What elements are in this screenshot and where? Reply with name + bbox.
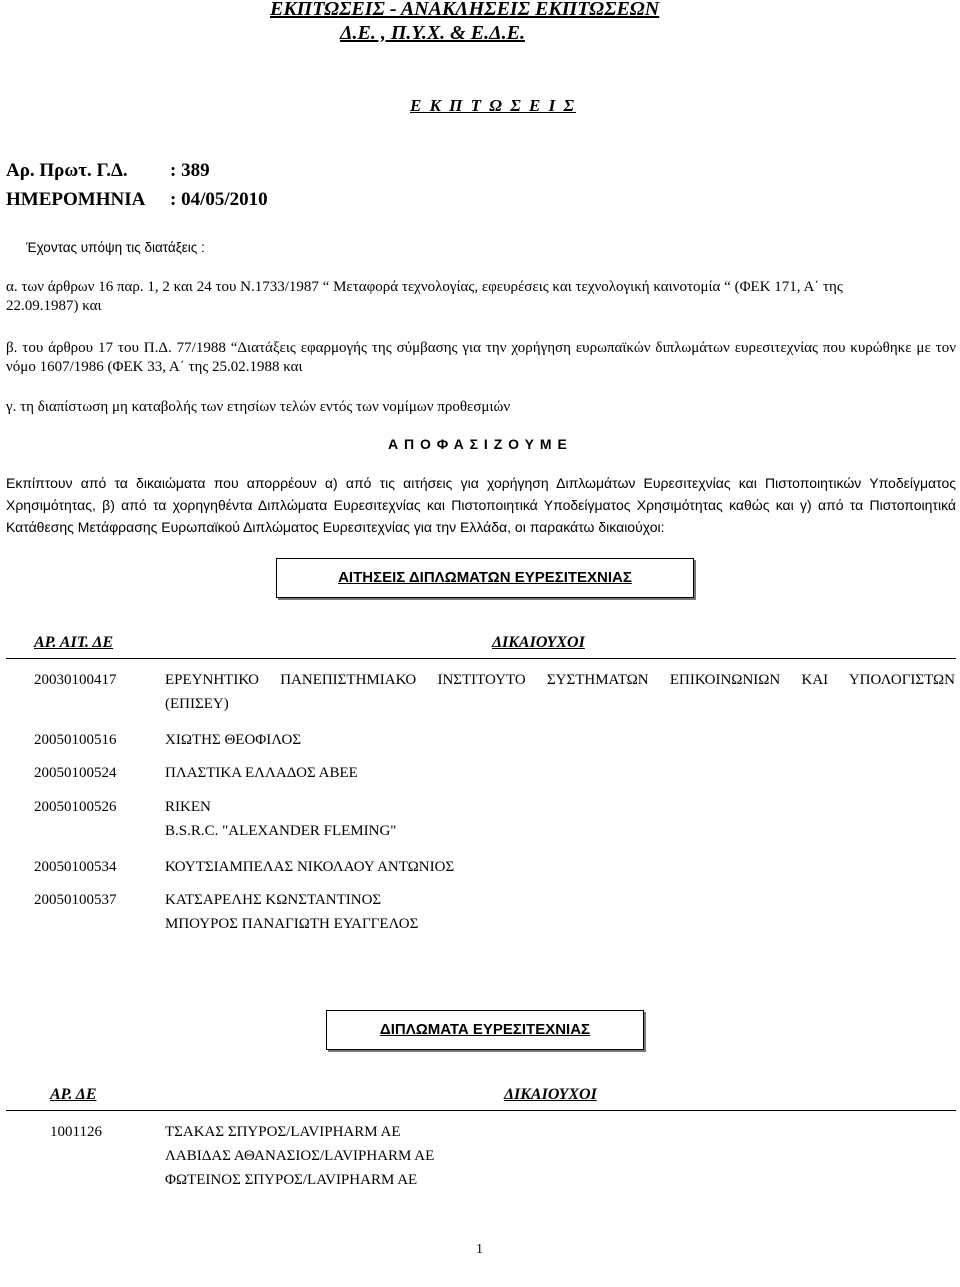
consideration-a-line2: 22.09.1987) και	[6, 298, 102, 314]
consideration-b: β. του άρθρου 17 του Π.Δ. 77/1988 “Διατάξεις εφαρμογής της σύμβασης για την χορήγηση ευρωπαϊκών διπλωμάτων ευρεσιτεχνίας που κυρώθηκε με τον νόμο 1607/1986 (ΦΕΚ 33, Α΄ της 25.02.1988 και	[6, 340, 956, 375]
table-row-holder: ΚΟΥΤΣΙΑΜΠΕΛΑΣ ΝΙΚΟΛΑΟΥ ΑΝΤΩΝΙΟΣ	[165, 859, 455, 875]
table-row-holder: ΤΣΑΚΑΣ ΣΠΥΡΟΣ/LAVIPHARM AE	[165, 1124, 401, 1140]
table-row-number: 1001126	[50, 1124, 102, 1140]
table-row-holder: RIKEN	[165, 799, 211, 815]
table-row-holder-line2: ΜΠΟΥΡΟΣ ΠΑΝΑΓΙΩΤΗ ΕΥΑΓΓΕΛΟΣ	[165, 916, 419, 932]
date-value: : 04/05/2010	[170, 189, 268, 210]
table-row-holder-line2: (ΕΠΙΣΕΥ)	[165, 696, 229, 712]
table-row-holder: ΚΑΤΣΑΡΕΛΗΣ ΚΩΝΣΤΑΝΤΙΝΟΣ	[165, 892, 382, 908]
considerations-intro: Έχοντας υπόψη τις διατάξεις :	[26, 240, 205, 255]
table-row-holder: ΠΛΑΣΤΙΚΑ ΕΛΛΑΔΟΣ ΑΒΕΕ	[165, 765, 358, 781]
section-heading: Ε Κ Π Τ Ω Σ Ε Ι Σ	[410, 96, 576, 115]
table-row-number: 20050100537	[34, 892, 117, 908]
patents-box-title: ΔΙΠΛΩΜΑΤΑ ΕΥΡΕΣΙΤΕΧΝΙΑΣ	[326, 1010, 644, 1050]
applications-col-holders: ΔΙΚΑΙΟΥΧΟΙ	[492, 634, 585, 651]
table-row-holder-line2: ΛΑΒΙΔΑΣ ΑΘΑΝΑΣΙΟΣ/LAVIPHARM AE	[165, 1148, 435, 1164]
document-subtitle: Δ.Ε. , Π.Υ.Χ. & Ε.Δ.Ε.	[340, 22, 525, 44]
table-divider	[6, 1110, 956, 1111]
table-row-holder: ΕΡΕΥΝΗΤΙΚΟ ΠΑΝΕΠΙΣΤΗΜΙΑΚΟ ΙΝΣΤΙΤΟΥΤΟ ΣΥΣΤΗΜΑΤΩΝ ΕΠΙΚΟΙΝΩΝΙΩΝ ΚΑΙ ΥΠΟΛΟΓΙΣΤΩΝ	[165, 672, 955, 688]
table-row-holder-line2: B.S.R.C. "ALEXANDER FLEMING"	[165, 823, 397, 839]
table-row-number: 20050100524	[34, 765, 117, 781]
document-title: ΕΚΠΤΩΣΕΙΣ - ΑΝΑΚΛΗΣΕΙΣ ΕΚΠΤΩΣΕΩΝ	[270, 0, 660, 20]
table-row-number: 20050100526	[34, 799, 117, 815]
table-row-number: 20050100534	[34, 859, 117, 875]
table-row-holder-line3: ΦΩΤΕΙΝΟΣ ΣΠΥΡΟΣ/LAVIPHARM AE	[165, 1172, 418, 1188]
patents-col-number: ΑΡ. ΔΕ	[50, 1086, 97, 1103]
page-number: 1	[476, 1242, 483, 1257]
protocol-value: : 389	[170, 160, 210, 181]
table-divider	[6, 658, 956, 659]
applications-col-number: ΑΡ. ΑΙΤ. ΔΕ	[34, 634, 114, 651]
table-row-number: 20030100417	[34, 672, 117, 688]
patents-col-holders: ΔΙΚΑΙΟΥΧΟΙ	[504, 1086, 597, 1103]
decision-heading: Α Π Ο Φ Α Σ Ι Ζ Ο Υ Μ Ε	[388, 436, 568, 452]
consideration-a-line1: α. των άρθρων 16 παρ. 1, 2 και 24 του Ν.1733/1987 “ Μεταφορά τεχνολογίας, εφευρέσεις και τεχνολογική καινοτομία “ (ΦΕΚ 171, Α΄ της	[6, 279, 843, 295]
applications-box-title: ΑΙΤΗΣΕΙΣ ΔΙΠΛΩΜΑΤΩΝ ΕΥΡΕΣΙΤΕΧΝΙΑΣ	[276, 558, 694, 598]
protocol-label: Αρ. Πρωτ. Γ.Δ.	[6, 160, 128, 181]
date-label: ΗΜΕΡΟΜΗΝΙΑ	[6, 189, 146, 210]
decision-text: Εκπίπτουν από τα δικαιώματα που απορρέουν α) από τις αιτήσεις για χορήγηση Διπλωμάτων Ευρεσιτεχνίας και Πιστοποιητικών Υποδείγματος Χρησιμότητας, β) από τα χορηγηθέντα Διπλώματα Ευρεσιτεχνίας και Πιστοποιητικά Υποδείγματος Χρησιμότητας καθώς και γ) από τα Πιστοποιητικά Κατάθεσης Μετάφρασης Ευρωπαϊκού Διπλώματος Ευρεσιτεχνίας για την Ελλάδα, οι παρακάτω δικαιούχοι:	[6, 475, 956, 535]
table-row-number: 20050100516	[34, 732, 117, 748]
consideration-c: γ. τη διαπίστωση μη καταβολής των ετησίων τελών εντός των νομίμων προθεσμιών	[6, 399, 511, 415]
table-row-holder: ΧΙΩΤΗΣ ΘΕΟΦΙΛΟΣ	[165, 732, 302, 748]
